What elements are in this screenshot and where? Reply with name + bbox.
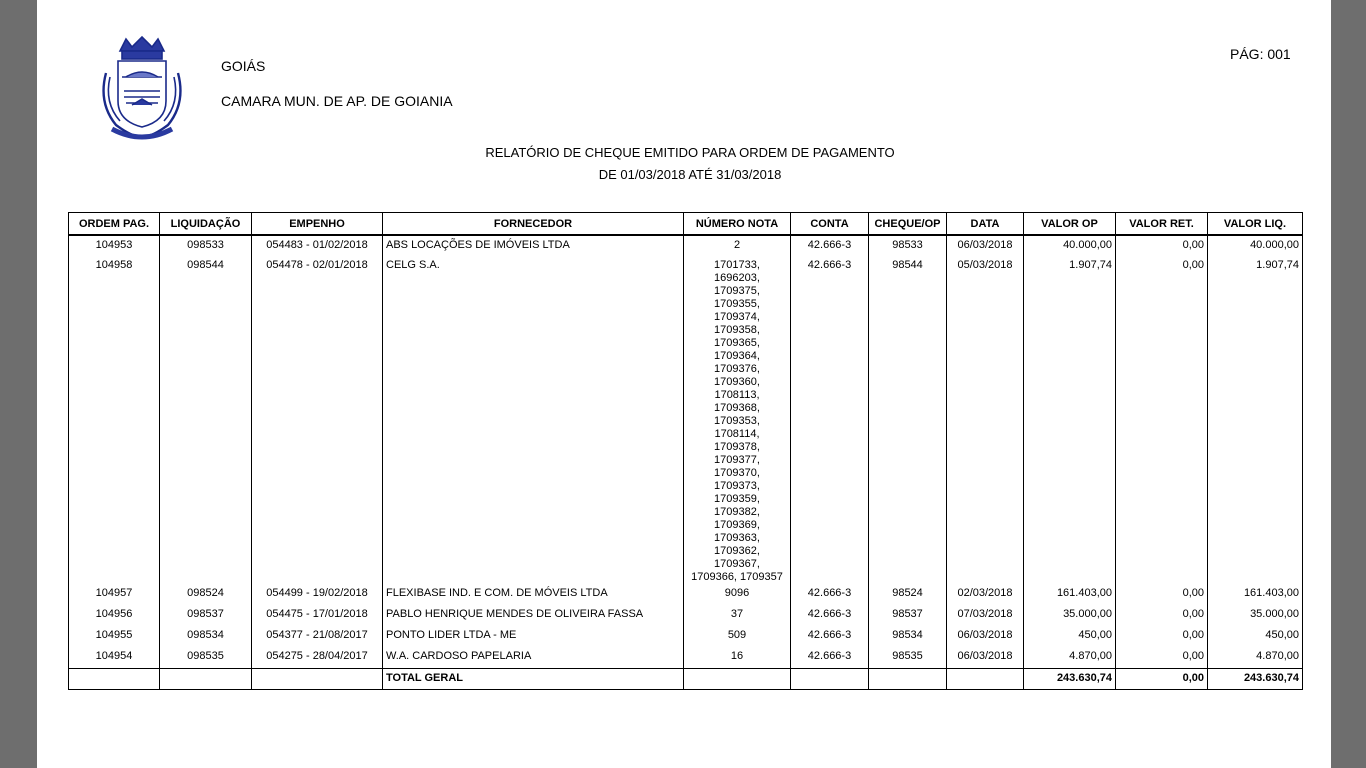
cell-liquidacao: 098537 [160,605,252,626]
cell-valor-ret: 0,00 [1116,256,1208,584]
cell-empenho: 054478 - 02/01/2018 [252,256,383,584]
nota-item: 1709353, [714,415,760,427]
cell-ordem: 104955 [69,626,160,647]
col-valor-liq: VALOR LIQ. [1208,213,1303,236]
cell-nota: 9096 [684,584,791,605]
cell-conta: 42.666-3 [791,256,869,584]
cell-fornecedor: PABLO HENRIQUE MENDES DE OLIVEIRA FASSA [383,605,684,626]
nota-item: 1709363, [714,532,760,544]
table-row [69,647,1303,668]
col-valor-ret: VALOR RET. [1116,213,1208,236]
cell-valor-op: 35.000,00 [1024,605,1116,626]
nota-item: 1709382, [714,506,760,518]
nota-item: 1709359, [714,493,760,505]
col-empenho: EMPENHO [252,213,383,236]
nota-item: 1709368, [714,402,760,414]
nota-item: 1709373, [714,480,760,492]
nota-item: 1709376, [714,363,760,375]
nota-item: 1709375, [714,285,760,297]
cell-empenho: 054483 - 01/02/2018 [252,235,383,256]
total-empty-cell [69,668,160,689]
cell-ordem: 104958 [69,256,160,584]
cell-conta: 42.666-3 [791,235,869,256]
report-period: DE 01/03/2018 ATÉ 31/03/2018 [598,167,782,182]
cell-valor-liq: 35.000,00 [1208,605,1303,626]
nota-item: 1708113, [714,389,760,401]
cell-nota-list [684,256,791,584]
nota-item: 1709369, [714,519,760,531]
cell-nota: 37 [684,605,791,626]
cell-data: 06/03/2018 [947,647,1024,668]
cell-valor-op: 4.870,00 [1024,647,1116,668]
cell-valor-op: 450,00 [1024,626,1116,647]
total-empty-cell [684,668,791,689]
cell-ordem: 104956 [69,605,160,626]
table-row [69,605,1303,626]
cell-empenho: 054275 - 28/04/2017 [252,647,383,668]
nota-item: 1709378, [714,441,760,453]
total-empty-cell [791,668,869,689]
table-header-row [69,213,1303,236]
nota-item: 1696203, [714,272,760,284]
cell-valor-ret: 0,00 [1116,605,1208,626]
total-valor-liq: 243.630,74 [1208,668,1303,689]
col-ordem-pag: ORDEM PAG. [69,213,160,236]
cell-cheque: 98544 [869,256,947,584]
cell-ordem: 104957 [69,584,160,605]
cell-ordem: 104953 [69,235,160,256]
col-data: DATA [947,213,1024,236]
nota-item: 1709370, [714,467,760,479]
cell-empenho: 054377 - 21/08/2017 [252,626,383,647]
cell-nota: 16 [684,647,791,668]
cell-cheque: 98534 [869,626,947,647]
cell-valor-liq: 40.000,00 [1208,235,1303,256]
cell-cheque: 98533 [869,235,947,256]
cell-valor-ret: 0,00 [1116,235,1208,256]
total-label: TOTAL GERAL [383,668,684,689]
cell-conta: 42.666-3 [791,626,869,647]
cell-liquidacao: 098535 [160,647,252,668]
nota-item: 1701733, [714,259,760,271]
total-empty-cell [252,668,383,689]
nota-item: 1709364, [714,350,760,362]
cell-fornecedor: PONTO LIDER LTDA - ME [383,626,684,647]
total-empty-cell [160,668,252,689]
col-liquidacao: LIQUIDAÇÃO [160,213,252,236]
table-row [69,584,1303,605]
page-number: PÁG: 001 [1230,46,1291,62]
municipal-coat-of-arms-icon [92,33,192,143]
cell-cheque: 98537 [869,605,947,626]
cell-fornecedor: W.A. CARDOSO PAPELARIA [383,647,684,668]
table-row [69,235,1303,256]
nota-item: 1709366, 1709357 [691,571,783,583]
cell-ordem: 104954 [69,647,160,668]
cell-conta: 42.666-3 [791,605,869,626]
entity-name: CAMARA MUN. DE AP. DE GOIANIA [221,93,453,109]
cell-conta: 42.666-3 [791,647,869,668]
report-title: RELATÓRIO DE CHEQUE EMITIDO PARA ORDEM DE PAGAMENTO [485,145,895,160]
cell-cheque: 98535 [869,647,947,668]
cell-nota: 2 [684,235,791,256]
cell-empenho: 054499 - 19/02/2018 [252,584,383,605]
nota-item: 1709355, [714,298,760,310]
cell-data: 07/03/2018 [947,605,1024,626]
cell-nota: 509 [684,626,791,647]
cell-valor-liq: 450,00 [1208,626,1303,647]
cell-data: 06/03/2018 [947,626,1024,647]
col-conta: CONTA [791,213,869,236]
report-page [37,0,1331,768]
cell-data: 06/03/2018 [947,235,1024,256]
col-valor-op: VALOR OP [1024,213,1116,236]
nota-item: 1709374, [714,311,760,323]
cell-liquidacao: 098544 [160,256,252,584]
cell-empenho: 054475 - 17/01/2018 [252,605,383,626]
col-fornecedor: FORNECEDOR [383,213,684,236]
total-empty-cell [947,668,1024,689]
table-row [69,626,1303,647]
cell-fornecedor: ABS LOCAÇÕES DE IMÓVEIS LTDA [383,235,684,256]
total-row [69,668,1303,689]
cell-fornecedor: CELG S.A. [383,256,684,584]
cell-conta: 42.666-3 [791,584,869,605]
nota-item: 1709362, [714,545,760,557]
cell-liquidacao: 098533 [160,235,252,256]
cell-valor-liq: 4.870,00 [1208,647,1303,668]
cell-liquidacao: 098524 [160,584,252,605]
col-numero-nota: NÚMERO NOTA [684,213,791,236]
nota-item: 1709365, [714,337,760,349]
nota-item: 1709367, [714,558,760,570]
nota-item: 1709360, [714,376,760,388]
cell-valor-op: 161.403,00 [1024,584,1116,605]
cell-valor-liq: 161.403,00 [1208,584,1303,605]
cell-valor-ret: 0,00 [1116,584,1208,605]
cell-data: 05/03/2018 [947,256,1024,584]
cell-cheque: 98524 [869,584,947,605]
cell-data: 02/03/2018 [947,584,1024,605]
total-valor-ret: 0,00 [1116,668,1208,689]
cell-valor-ret: 0,00 [1116,647,1208,668]
cell-liquidacao: 098534 [160,626,252,647]
table-row [69,256,1303,584]
nota-item: 1709377, [714,454,760,466]
state-name: GOIÁS [221,58,266,74]
payment-table [68,212,1303,690]
total-valor-op: 243.630,74 [1024,668,1116,689]
cell-valor-liq: 1.907,74 [1208,256,1303,584]
nota-item: 1708114, [714,428,760,440]
col-cheque-op: CHEQUE/OP [869,213,947,236]
nota-item: 1709358, [714,324,760,336]
cell-fornecedor: FLEXIBASE IND. E COM. DE MÓVEIS LTDA [383,584,684,605]
cell-valor-op: 40.000,00 [1024,235,1116,256]
total-empty-cell [869,668,947,689]
cell-valor-op: 1.907,74 [1024,256,1116,584]
cell-valor-ret: 0,00 [1116,626,1208,647]
